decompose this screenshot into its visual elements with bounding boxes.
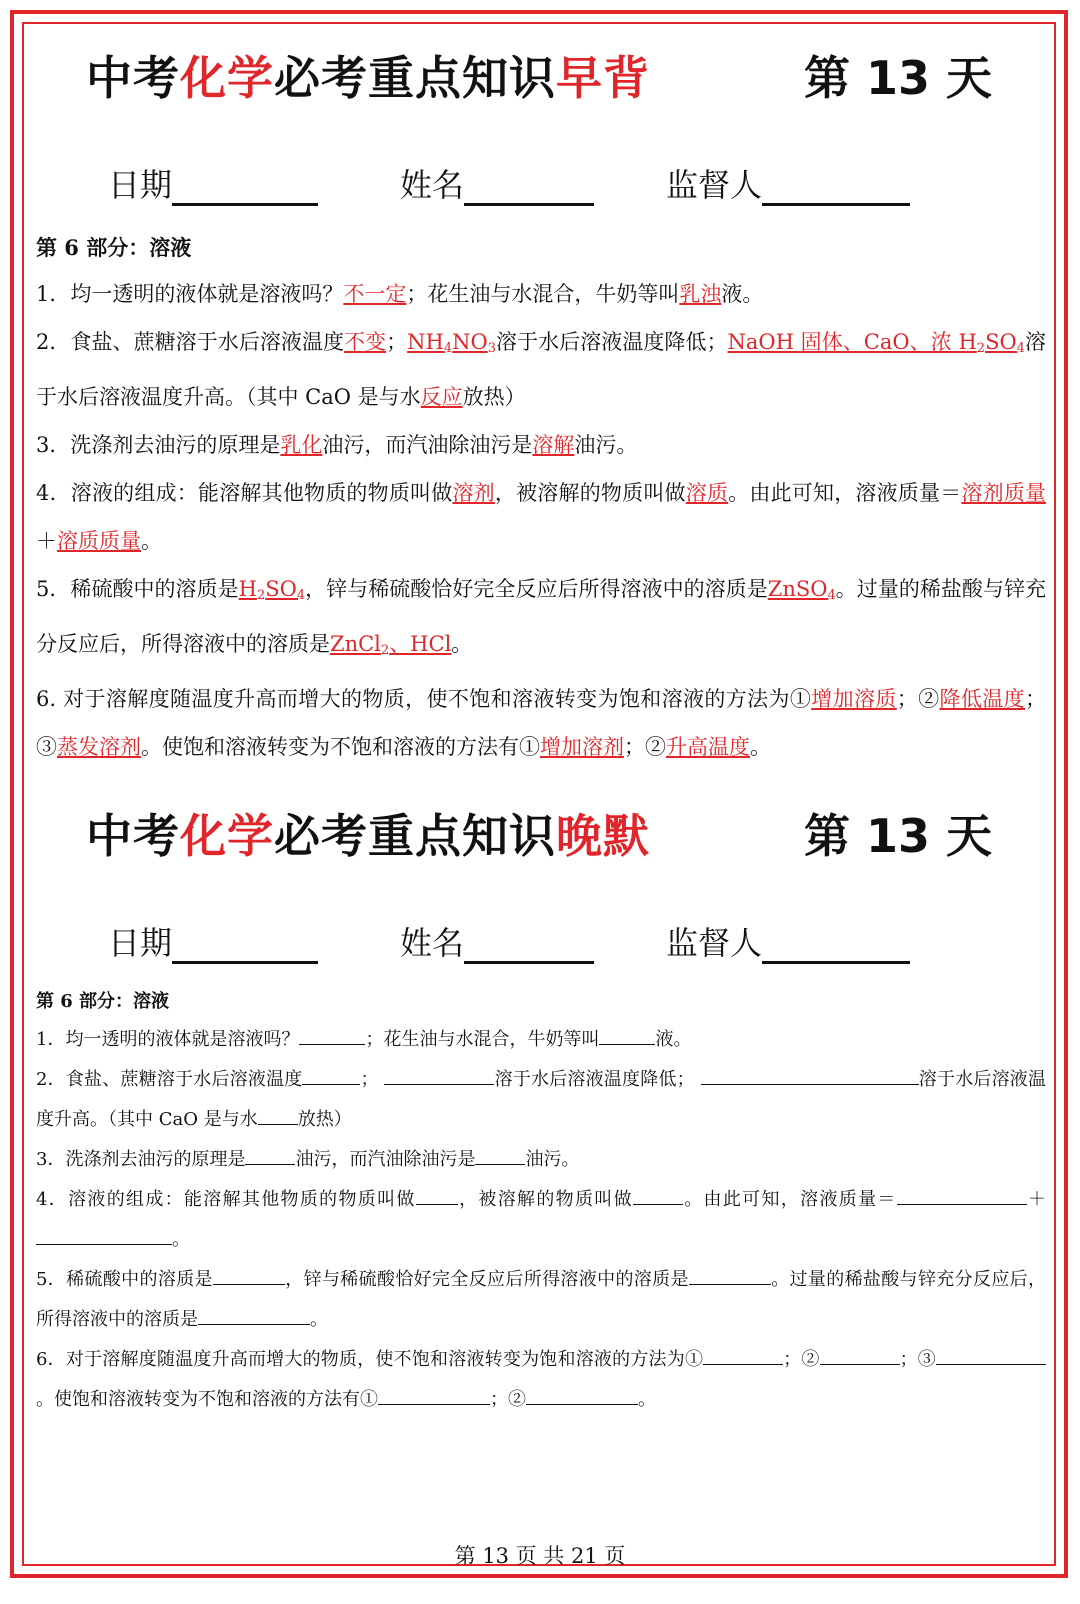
answer-blank[interactable]	[384, 1067, 494, 1085]
morning-header	[36, 42, 1046, 116]
evening-part-title: 第 6 部分：溶液	[36, 991, 170, 1012]
answer-blank[interactable]	[689, 1267, 771, 1285]
answer-blank[interactable]	[936, 1347, 1046, 1365]
morning-item-1: 1．均一透明的液体就是溶液吗？不一定；花生油与水混合，牛奶等叫乳浊液。	[36, 282, 764, 306]
answer-blank[interactable]	[897, 1187, 1027, 1205]
morning-item-6: 6. 对于溶解度随温度升高而增大的物质，使不饱和溶液转变为饱和溶液的方法为①增加溶质；②降低温度；③蒸发溶剂。使饱和溶液转变为不饱和溶液的方法有①增加溶剂；②升高温度。	[36, 687, 1047, 759]
answer-blank[interactable]	[526, 1387, 638, 1405]
evening-item-1: 1．均一透明的液体就是溶液吗？ ；花生油与水混合，牛奶等叫 液。	[36, 1029, 692, 1050]
morning-part-title: 第 6 部分：溶液	[36, 235, 192, 260]
answer-blank[interactable]	[633, 1187, 683, 1205]
answer-blank[interactable]	[302, 1067, 360, 1085]
page-footer: 第 13 页 共 21 页	[454, 1544, 626, 1568]
date-field[interactable]: 日期	[108, 160, 318, 206]
answer-blank[interactable]	[701, 1067, 919, 1085]
evening-header	[36, 800, 1046, 874]
answer-blank[interactable]	[213, 1267, 285, 1285]
evening-section	[36, 800, 1046, 1420]
morning-day-label: 第 13 天	[804, 51, 993, 105]
morning-item-2: 2．食盐、蔗糖溶于水后溶液温度不变；$NH_4NO_3$溶于水后溶液温度降低；NaOH 固体、CaO、浓 $H_2SO_4$溶于水后溶液温度升高。（其中 CaO 是与水反应放热）	[36, 330, 1046, 409]
evening-item-6: 6．对于溶解度随温度升高而增大的物质，使不饱和溶液转变为饱和溶液的方法为① ；② ；③。使饱和溶液转变为不饱和溶液的方法有① ；② 。	[36, 1340, 1046, 1420]
morning-meta-row	[36, 160, 1046, 230]
morning-item-4: 4．溶液的组成：能溶解其他物质的物质叫做溶剂，被溶解的物质叫做溶质。由此可知，溶液质量＝溶剂质量＋溶质质量。	[36, 481, 1047, 553]
answer-blank[interactable]	[475, 1147, 525, 1165]
evening-day-label: 第 13 天	[804, 809, 993, 863]
answer-blank[interactable]	[416, 1187, 458, 1205]
morning-section	[36, 42, 1046, 771]
name-field[interactable]: 姓名	[400, 918, 594, 964]
name-field[interactable]: 姓名	[400, 160, 594, 206]
morning-item-3: 3．洗涤剂去油污的原理是乳化油污，而汽油除油污是溶解油污。	[36, 433, 638, 457]
evening-meta-row	[36, 918, 1046, 988]
answer-blank[interactable]	[258, 1107, 298, 1125]
evening-item-3: 3．洗涤剂去油污的原理是 油污，而汽油除油污是 油污。	[36, 1149, 580, 1170]
answer-blank[interactable]	[599, 1027, 655, 1045]
supervisor-field[interactable]: 监督人	[666, 918, 910, 964]
answer-blank[interactable]	[245, 1147, 295, 1165]
evening-item-4: 4．溶液的组成：能溶解其他物质的物质叫做 ，被溶解的物质叫做 。由此可知，溶液质量＝ ＋。	[36, 1189, 1047, 1250]
morning-title: 中考化学必考重点知识早背	[86, 51, 650, 105]
answer-blank[interactable]	[820, 1347, 900, 1365]
supervisor-field[interactable]: 监督人	[666, 160, 910, 206]
evening-item-5: 5．稀硫酸中的溶质是 ，锌与稀硫酸恰好完全反应后所得溶液中的溶质是 。过量的稀盐酸与锌充分反应后，所得溶液中的溶质是 。	[36, 1269, 1047, 1330]
morning-item-5: 5．稀硫酸中的溶质是$H_2SO_4$，锌与稀硫酸恰好完全反应后所得溶液中的溶质是ZnSO$_4$。过量的稀盐酸与锌充分反应后，所得溶液中的溶质是ZnCl$_2$、HCl。	[36, 577, 1046, 658]
answer-blank[interactable]	[36, 1227, 172, 1245]
evening-title: 中考化学必考重点知识晚默	[86, 809, 650, 863]
date-field[interactable]: 日期	[108, 918, 318, 964]
evening-item-2: 2．食盐、蔗糖溶于水后溶液温度 ； 溶于水后溶液温度降低； 溶于水后溶液温度升高。（其中 CaO 是与水 放热）	[36, 1069, 1047, 1130]
answer-blank[interactable]	[198, 1307, 310, 1325]
answer-blank[interactable]	[703, 1347, 783, 1365]
answer-blank[interactable]	[378, 1387, 490, 1405]
answer-blank[interactable]	[299, 1027, 365, 1045]
